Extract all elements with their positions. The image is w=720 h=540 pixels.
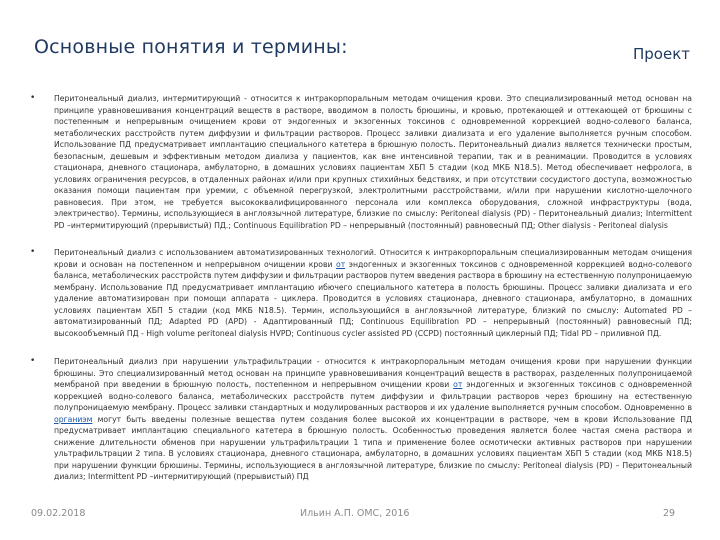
inline-link[interactable]: органиэм xyxy=(54,414,93,424)
bullet-item xyxy=(30,93,692,247)
bullet-item xyxy=(30,356,692,483)
page-number: 29 xyxy=(663,508,676,519)
paragraph-text: эндогенных и экзогенных токсинов с одновременной коррекцией водно-солевого баланса, метаболических расстройств путем диффузии и фильтрации растворов через брюшину на естественную полупроницаемую мембрану. Процесс заливки стандартных и модулированных растворов и их удаление выполняется ручным способом. Одновременно в xyxy=(54,380,692,413)
paragraph-text: Перитонеальный диализ при нарушении ультрафильтрации - относится к интракорпоральным методам очищения крови при нарушении функции брюшины. Это специализированный метод основан на принципе уравновешивания концентраций веществ в растворах, разделенных полупроницаемой мембраной при введении в брюшную полость, постепенном и непрерывном очищении крови xyxy=(54,357,692,390)
paragraph-text: Перитонеальный диализ с использованием автоматизированных технологий. Относится к интракорпоральным специализированным методам очищения крови и основан на постепенном и непрерывном очищении крови xyxy=(54,248,692,269)
footer-date: 09.02.2018 xyxy=(31,508,86,519)
paragraph-pd-automated xyxy=(54,247,692,339)
paragraph-pd-intermittent xyxy=(54,93,692,232)
paragraph-pd-ultrafiltration xyxy=(54,356,692,483)
bullet-list xyxy=(30,93,692,483)
bullet-item xyxy=(30,247,692,356)
status-label: Проект xyxy=(633,45,691,63)
bullet-marker: • xyxy=(30,356,36,366)
inline-link[interactable]: от xyxy=(453,380,463,390)
bullet-marker: • xyxy=(30,93,36,103)
footer-author: Ильин А.П. ОМС, 2016 xyxy=(300,508,410,519)
paragraph-text: эндогенных и экзогенных токсинов с одновременной коррекцией водно-солевого баланса, метаболических расстройств путем диффузии и фильтрации растворов путем введения раствора в брюшину на естественную полупроницаемую мембрану. Использование ПД предусматривает имплантацию ибючего специального катетера в полость брюшины. Процесс заливки диализата и его удаление автоматизирован при помощи аппарата - циклера. Проводится в условиях стационара, дневного стационара, амбулаторно, в домашних условиях пациентам ХБП 5 стадии (код МКБ N18.5). Термин, использующийся в англоязычной литературе, близкий по смыслу: Automated PD – автоматизированный ПД; Adapted PD (APD) - Адаптированный ПД; Continuous Equilibration PD – непрерывный (постоянный) равновесный ПД; высокообъемный ПД - High volume peritoneal dialysis HVPD; Continuous cycler assisted PD (CCPD) постоянный циклерный ПД; Tidal PD – приливной ПД. xyxy=(54,259,692,338)
paragraph-text: могут быть введены полезные вещества путем создания более высокой их концентрации в растворе, чем в крови Использование ПД предусматривает имплантацию специального катетера в брюшную полость. Особенностью проведения является более частая смена раствора и снижение длительности обменов при нарушении ультрафильтрации 1 типа и применение более осмотически активных растворов при нарушении ультрафильтрации 2 типа. В условиях стационара, дневного стационара, амбулаторно, в домашних условиях пациентам ХБП 5 стадии (код МКБ N18.5) при нарушении функции брюшины. Термины, использующиеся в англоязычной литературе, близкие по смыслу: Peritoneal dialysis (PD) – Перитонеальный диализ; Intermittent PD –интермитирующий (прерывистый) ПД xyxy=(54,414,692,482)
inline-link[interactable]: от xyxy=(336,259,346,269)
bullet-marker: • xyxy=(30,247,36,257)
paragraph-text: Перитонеальный диализ, интермитирующий - относится к интракорпоральным методам очищения крови. Это специализированный метод основан на принципе уравновешивания концентраций веществ в растворе, вводимом в полость брюшины, и кровью, протекающей и оттекающей от брюшины с постепенным и непрерывным очищением крови от эндогенных и экзогенных токсинов с одновременной коррекцией водно-солевого баланса, метаболических расстройств путем диффузии и фильтрации растворов. Процесс заливки диализата и его удаление выполняется ручным способом. Использование ПД предусматривает имплантацию специального катетера в брюшную полость. Перитонеальный диализ является технически простым, безопасным, дешевым и эффективным методом диализа у пациентов, как вне интенсивной терапии, так и в реанимации. Проводится в условиях стационара, дневного стационара, амбулаторно, в домашних условиях пациентам ХБП 5 стадии (код МКБ N18.5). Метод обеспечивает нефролога, в условиях ограничения ресурсов, в отдаленных районах и/или при крупных стихийных бедствиях, и при отсутствии сосудистого доступа, возможностью оказания помощи пациентам при уремии, с объемной перегрузкой, электролитными расстройствами, и/или при нарушении кислотно-щелочного равновесия. При этом, не требуется высококвалифицированного персонала или комплекса оборудования, сложной инфраструктуры (вода, электричество). Термины, использующиеся в англоязычной литературе, близкие по смыслу: Peritoneal dialysis (PD) - Перитонеальный диализ; Intermittent PD –интермитирующий (прерывистый) ПД.; Continuous Equilibration PD – непрерывный (постоянный) равновесный ПД; Other dialysis - Peritoneal dialysis xyxy=(54,94,692,231)
slide-title: Основные понятия и термины: xyxy=(34,36,348,58)
